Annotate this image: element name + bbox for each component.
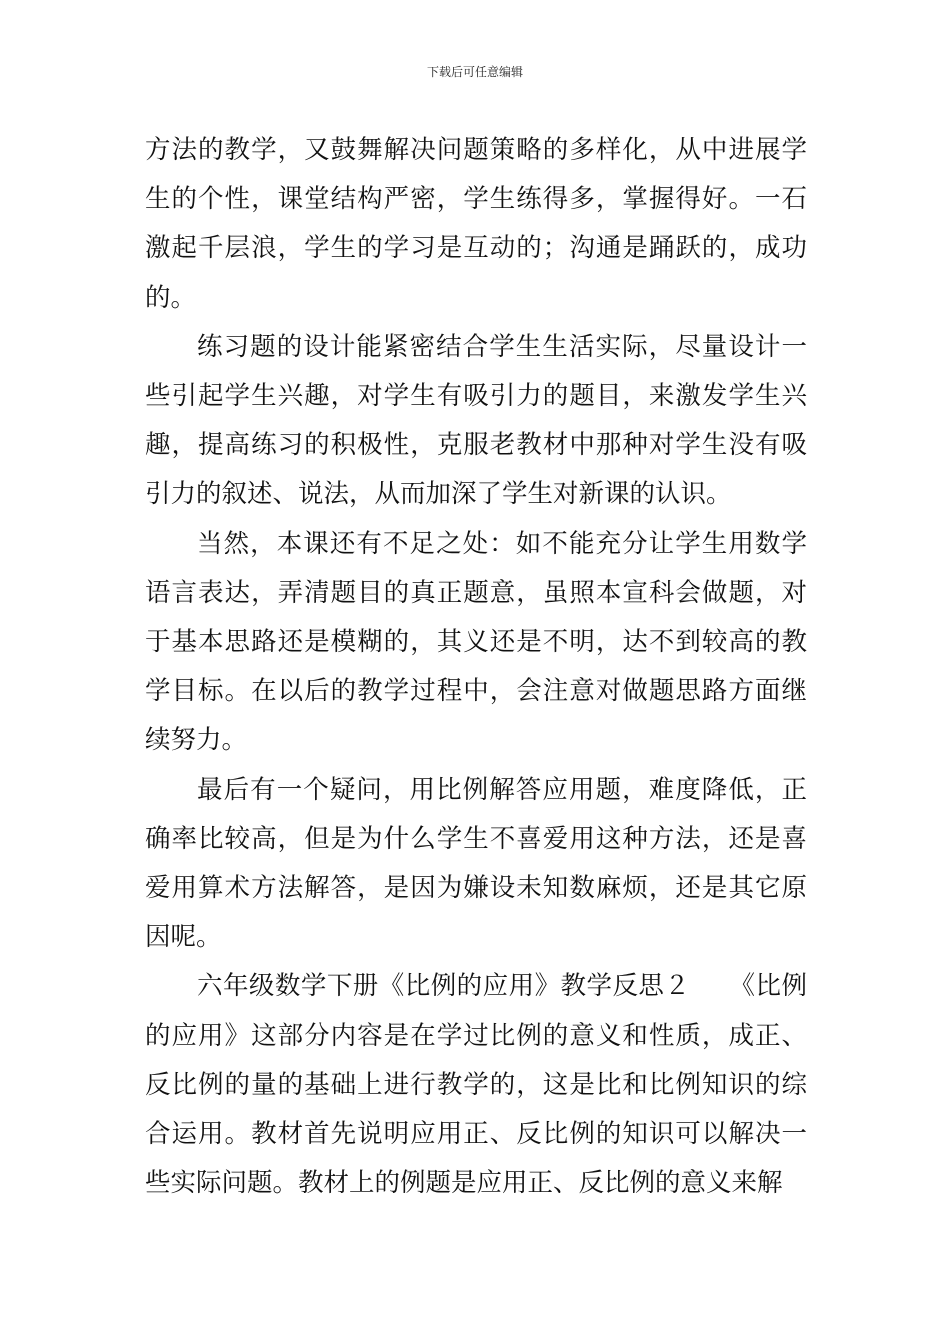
paragraph-reflection-2: 六年级数学下册《比例的应用》教学反思２ 《比例的应用》这部分内容是在学过比例的意义和性质，成正、反比例的量的基础上进行教学的，这是比和比例知识的综合运用。教材首先说明应用正、反比例的知识可以解决一些实际问题。教材上的例题是应用正、反比例的意义来解 xyxy=(145,971,807,1199)
paragraph-question: 最后有一个疑问，用比例解答应用题，难度降低，正确率比较高，但是为什么学生不喜爱用这种方法，还是喜爱用算术方法解答，是因为嫌设未知数麻烦，还是其它原因呢。 xyxy=(145,774,807,953)
paragraph-exercise-design: 练习题的设计能紧密结合学生生活实际，尽量设计一些引起学生兴趣，对学生有吸引力的题目，来激发学生兴趣，提高练习的积极性，克服老教材中那种对学生没有吸引力的叙述、说法，从而加深了学生对新课的认识。 xyxy=(145,331,807,510)
page-header-note: 下载后可任意编辑 xyxy=(426,65,523,79)
paragraph-continued: 方法的教学，又鼓舞解决问题策略的多样化，从中进展学生的个性，课堂结构严密，学生练得多，掌握得好。一石激起千层浪，学生的学习是互动的；沟通是踊跃的，成功的。 xyxy=(145,135,807,313)
paragraph-shortcomings: 当然，本课还有不足之处：如不能充分让学生用数学语言表达，弄清题目的真正题意，虽照本宣科会做题，对于基本思路还是模糊的，其义还是不明，达不到较高的教学目标。在以后的教学过程中，会注意对做题思路方面继续努力。 xyxy=(145,528,807,756)
document-body xyxy=(145,126,807,1208)
